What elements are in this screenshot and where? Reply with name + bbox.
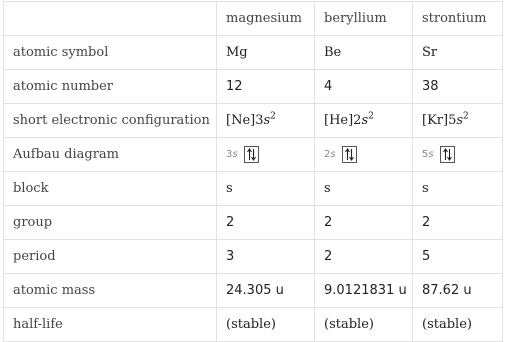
orbital-box-paired-icon	[440, 146, 455, 163]
table-row	[4, 240, 503, 274]
corner-header-cell	[4, 2, 217, 36]
config-power: 2	[368, 111, 374, 122]
cell-value: s	[315, 172, 413, 206]
mass-number: 87.62	[422, 283, 460, 298]
table-row	[4, 70, 503, 104]
orbital-label: 5s	[422, 149, 434, 160]
mass-number: 9.0121831	[324, 283, 395, 298]
orbital-box-paired-icon	[244, 146, 259, 163]
electron-config-cell	[217, 104, 315, 138]
aufbau-cell	[217, 138, 315, 172]
mass-unit: u	[398, 283, 407, 298]
row-label-block: block	[4, 172, 217, 206]
config-core: [Ne]3	[226, 113, 264, 128]
aufbau-cell	[315, 138, 413, 172]
table-row	[4, 274, 503, 308]
mass-unit: u	[275, 283, 284, 298]
orbital-box-paired-icon	[342, 146, 357, 163]
atomic-mass-cell	[413, 274, 503, 308]
table-row	[4, 308, 503, 342]
cell-value: Sr	[413, 36, 503, 70]
cell-value: (stable)	[315, 308, 413, 342]
row-label-atomic-symbol: atomic symbol	[4, 36, 217, 70]
cell-value: 12	[217, 70, 315, 104]
config-core: [Kr]5	[422, 113, 457, 128]
row-label-period: period	[4, 240, 217, 274]
atomic-mass-cell	[217, 274, 315, 308]
atomic-mass-cell	[315, 274, 413, 308]
cell-value: 4	[315, 70, 413, 104]
row-label-aufbau: Aufbau diagram	[4, 138, 217, 172]
config-orbital: s	[456, 113, 464, 128]
config-core: [He]2	[324, 113, 362, 128]
row-label-atomic-number: atomic number	[4, 70, 217, 104]
table-row	[4, 36, 503, 70]
cell-value: s	[413, 172, 503, 206]
column-header-beryllium: beryllium	[315, 2, 413, 36]
cell-value: s	[217, 172, 315, 206]
orbital-label: 2s	[324, 149, 336, 160]
table-row	[4, 206, 503, 240]
cell-value: 2	[315, 240, 413, 274]
cell-value: (stable)	[413, 308, 503, 342]
cell-value: (stable)	[217, 308, 315, 342]
cell-value: 38	[413, 70, 503, 104]
electron-config-cell	[413, 104, 503, 138]
cell-value: 2	[217, 206, 315, 240]
row-label-atomic-mass: atomic mass	[4, 274, 217, 308]
config-power: 2	[463, 111, 469, 122]
column-header-magnesium: magnesium	[217, 2, 315, 36]
row-label-half-life: half-life	[4, 308, 217, 342]
cell-value: 2	[413, 206, 503, 240]
element-comparison-table	[3, 1, 503, 342]
mass-unit: u	[463, 283, 472, 298]
table-row	[4, 138, 503, 172]
config-power: 2	[270, 111, 276, 122]
row-label-group: group	[4, 206, 217, 240]
cell-value: Mg	[217, 36, 315, 70]
config-orbital: s	[361, 113, 369, 128]
row-label-electron-config: short electronic configuration	[4, 104, 217, 138]
cell-value: 3	[217, 240, 315, 274]
header-row	[4, 2, 503, 36]
table-row	[4, 172, 503, 206]
mass-number: 24.305	[226, 283, 272, 298]
orbital-label: 3s	[226, 149, 238, 160]
config-orbital: s	[263, 113, 271, 128]
column-header-strontium: strontium	[413, 2, 503, 36]
cell-value: 2	[315, 206, 413, 240]
aufbau-cell	[413, 138, 503, 172]
electron-config-cell	[315, 104, 413, 138]
table-row	[4, 104, 503, 138]
cell-value: 5	[413, 240, 503, 274]
cell-value: Be	[315, 36, 413, 70]
